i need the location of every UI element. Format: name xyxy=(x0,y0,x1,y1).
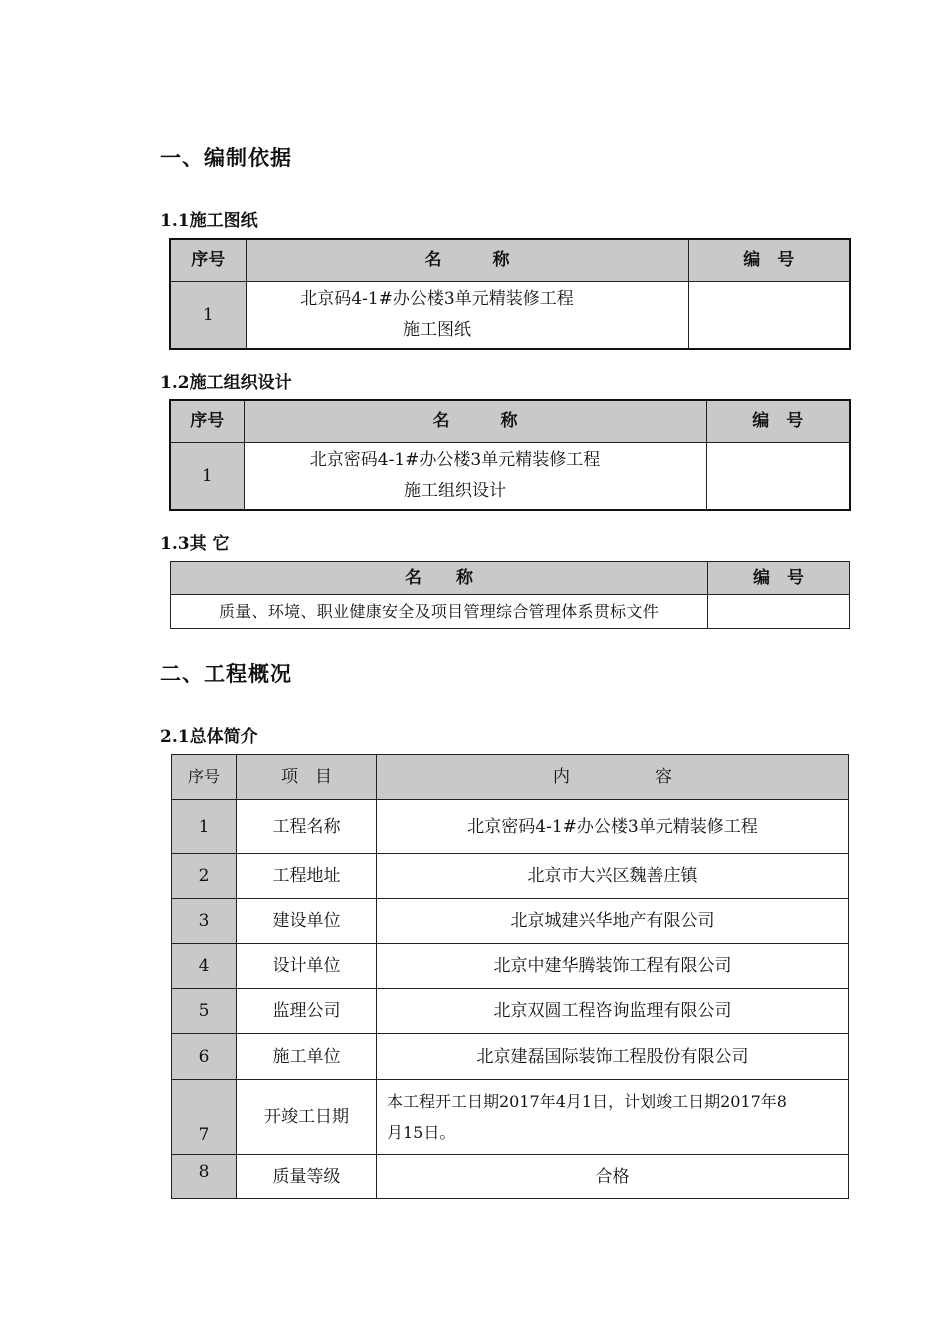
row-content: 北京双圆工程咨询监理有限公司 xyxy=(377,989,849,1034)
header-code: 编 号 xyxy=(706,400,850,442)
row-name-line1: 北京密码4-1#办公楼3单元精装修工程 xyxy=(309,449,601,470)
section-1-title: 一、编制依据 xyxy=(160,145,292,170)
row-content: 北京城建兴华地产有限公司 xyxy=(377,899,849,944)
row-no: 5 xyxy=(172,989,237,1034)
subsection-1-2-title: 1.2施工组织设计 xyxy=(160,373,292,393)
row-code xyxy=(706,442,850,510)
row-name-line2: 施工组织设计 xyxy=(404,480,506,501)
row-no: 3 xyxy=(172,899,237,944)
row-content: 北京中建华腾装饰工程有限公司 xyxy=(377,944,849,989)
header-item: 项 目 xyxy=(237,755,377,800)
row-content xyxy=(377,1080,849,1155)
row-item: 开竣工日期 xyxy=(237,1080,377,1155)
subsection-2-1-title: 2.1总体简介 xyxy=(160,727,258,747)
row-item: 建设单位 xyxy=(237,899,377,944)
row-no: 1 xyxy=(172,800,237,854)
header-code: 编 号 xyxy=(688,239,850,281)
section-2-title: 二、工程概况 xyxy=(160,661,292,686)
row-no: 6 xyxy=(172,1034,237,1080)
header-content: 内 容 xyxy=(377,755,849,800)
row-name xyxy=(246,281,688,349)
row-code xyxy=(688,281,850,349)
row-item: 施工单位 xyxy=(237,1034,377,1080)
row-item: 工程名称 xyxy=(237,800,377,854)
row-no: 1 xyxy=(170,442,244,510)
row-item: 工程地址 xyxy=(237,854,377,899)
row-item: 质量等级 xyxy=(237,1155,377,1199)
row-no: 8 xyxy=(172,1155,237,1199)
row-content: 北京市大兴区魏善庄镇 xyxy=(377,854,849,899)
header-no: 序号 xyxy=(170,239,246,281)
row-content: 北京密码4-1#办公楼3单元精装修工程 xyxy=(377,800,849,854)
row-no: 4 xyxy=(172,944,237,989)
overview-table xyxy=(171,754,849,1199)
row-name-line1: 北京码4-1#办公楼3单元精装修工程 xyxy=(300,288,574,309)
row-no: 2 xyxy=(172,854,237,899)
header-name: 名 称 xyxy=(246,239,688,281)
subsection-1-3-title: 1.3其 它 xyxy=(160,534,230,554)
row-content-line1: 本工程开工日期2017年4月1日，计划竣工日期2017年8 xyxy=(387,1092,787,1111)
header-no: 序号 xyxy=(170,400,244,442)
header-code: 编 号 xyxy=(708,562,850,595)
row-name-line2: 施工图纸 xyxy=(403,319,471,340)
other-documents-table xyxy=(170,561,850,629)
row-item: 监理公司 xyxy=(237,989,377,1034)
row-content-line2: 月15日。 xyxy=(387,1123,456,1142)
row-name: 质量、环境、职业健康安全及项目管理综合管理体系贯标文件 xyxy=(171,595,708,629)
row-content: 北京建磊国际装饰工程股份有限公司 xyxy=(377,1034,849,1080)
construction-design-table xyxy=(169,399,851,511)
header-no: 序号 xyxy=(172,755,237,800)
header-name: 名 称 xyxy=(244,400,706,442)
subsection-1-1-title: 1.1施工图纸 xyxy=(160,211,258,231)
row-no: 7 xyxy=(172,1080,237,1155)
row-code xyxy=(708,595,850,629)
row-name xyxy=(244,442,706,510)
row-content: 合格 xyxy=(377,1155,849,1199)
drawings-table xyxy=(169,238,851,350)
header-name: 名 称 xyxy=(171,562,708,595)
row-item: 设计单位 xyxy=(237,944,377,989)
row-no: 1 xyxy=(170,281,246,349)
